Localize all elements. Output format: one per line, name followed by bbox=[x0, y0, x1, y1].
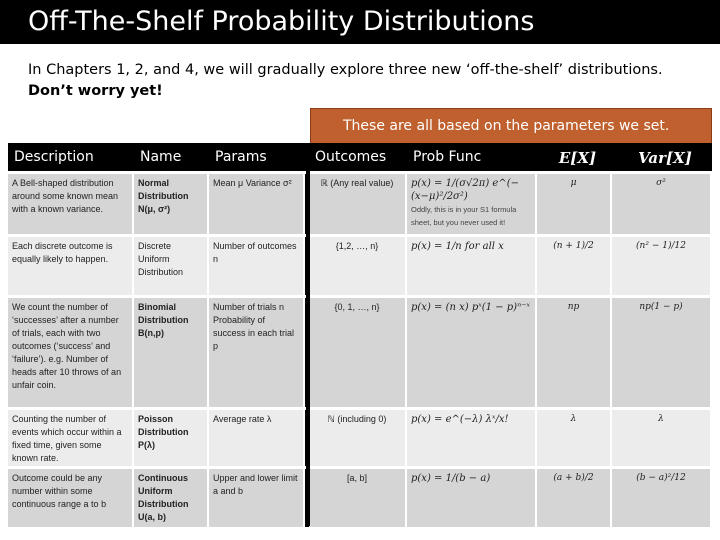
intro-bold: Don’t worry yet! bbox=[28, 83, 163, 99]
parameters-note-text: These are all based on the parameters we set. bbox=[343, 118, 670, 134]
row-name: Poisson Distribution P(λ) bbox=[134, 410, 209, 466]
row-description: We count the number of ‘successes’ after a number of trials, each with two outcomes (‘success’ and ‘failure’). e.g. Number of heads after 10 throws of an unfair coin. bbox=[8, 298, 134, 407]
row-prob-func bbox=[407, 174, 537, 234]
table-row bbox=[8, 295, 712, 407]
row-prob-formula: p(x) = 1/(σ√2π) e^(−(x−μ)²/2σ²) bbox=[411, 178, 520, 202]
row-prob-func bbox=[407, 410, 537, 466]
row-params: Number of outcomes n bbox=[209, 237, 305, 295]
table-divider bbox=[306, 143, 310, 526]
row-prob-func bbox=[407, 469, 537, 527]
row-outcomes: [a, b] bbox=[305, 469, 407, 527]
header-name: Name bbox=[140, 149, 182, 165]
header-variance: Var[X] bbox=[638, 149, 692, 167]
row-outcomes: ℕ (including 0) bbox=[305, 410, 407, 466]
row-prob-formula: p(x) = 1/n for all x bbox=[411, 241, 504, 252]
row-params: Number of trials n Probability of success in each trial p bbox=[209, 298, 305, 407]
row-prob-func bbox=[407, 298, 537, 407]
row-prob-func bbox=[407, 237, 537, 295]
row-variance: σ² bbox=[612, 174, 712, 234]
intro-line: In Chapters 1, 2, and 4, we will gradually explore three new ‘off-the-shelf’ distributions. bbox=[28, 62, 663, 78]
row-params: Average rate λ bbox=[209, 410, 305, 466]
row-params: Mean μ Variance σ² bbox=[209, 174, 305, 234]
row-expectation: (a + b)/2 bbox=[537, 469, 612, 527]
header-expectation: E[X] bbox=[558, 149, 597, 167]
row-description: Outcome could be any number within some continuous range a to b bbox=[8, 469, 134, 527]
page-title: Off-The-Shelf Probability Distributions bbox=[28, 6, 535, 37]
parameters-note bbox=[310, 108, 712, 148]
table-row bbox=[8, 171, 712, 234]
row-prob-formula: p(x) = 1/(b − a) bbox=[411, 473, 491, 484]
row-variance: np(1 − p) bbox=[612, 298, 712, 407]
row-name: Continuous Uniform Distribution U(a, b) bbox=[134, 469, 209, 527]
header-description: Description bbox=[14, 149, 94, 165]
row-expectation: (n + 1)/2 bbox=[537, 237, 612, 295]
row-description: Each discrete outcome is equally likely to happen. bbox=[8, 237, 134, 295]
table-row bbox=[8, 407, 712, 466]
header-outcomes: Outcomes bbox=[305, 143, 407, 171]
table-header bbox=[8, 143, 712, 171]
table-row bbox=[8, 234, 712, 295]
row-prob-formula: p(x) = e^(−λ) λˣ/x! bbox=[411, 414, 509, 425]
row-variance: (b − a)²/12 bbox=[612, 469, 712, 527]
header-params: Params bbox=[215, 149, 267, 165]
row-expectation: λ bbox=[537, 410, 612, 466]
table-row bbox=[8, 466, 712, 527]
row-params: Upper and lower limit a and b bbox=[209, 469, 305, 527]
row-expectation: μ bbox=[537, 174, 612, 234]
row-expectation: np bbox=[537, 298, 612, 407]
row-prob-note: Oddly, this is in your S1 formula sheet, but you never used it! bbox=[411, 205, 517, 227]
header-prob-func: Prob Func bbox=[413, 149, 482, 165]
distributions-table bbox=[8, 143, 712, 527]
row-prob-formula: p(x) = (n x) pˣ(1 − p)ⁿ⁻ˣ bbox=[411, 302, 530, 313]
title-bar bbox=[0, 0, 720, 44]
intro-text bbox=[28, 60, 708, 102]
row-name: Discrete Uniform Distribution bbox=[134, 237, 209, 295]
row-variance: λ bbox=[612, 410, 712, 466]
row-description: Counting the number of events which occur within a fixed time, given some known rate. bbox=[8, 410, 134, 466]
row-variance: (n² − 1)/12 bbox=[612, 237, 712, 295]
row-name: Normal Distribution N(μ, σ²) bbox=[134, 174, 209, 234]
row-name: Binomial Distribution B(n,p) bbox=[134, 298, 209, 407]
row-description: A Bell-shaped distribution around some known mean with a known variance. bbox=[8, 174, 134, 234]
row-outcomes: {1,2, …, n} bbox=[305, 237, 407, 295]
row-outcomes: ℝ (Any real value) bbox=[305, 174, 407, 234]
row-outcomes: {0, 1, …, n} bbox=[305, 298, 407, 407]
